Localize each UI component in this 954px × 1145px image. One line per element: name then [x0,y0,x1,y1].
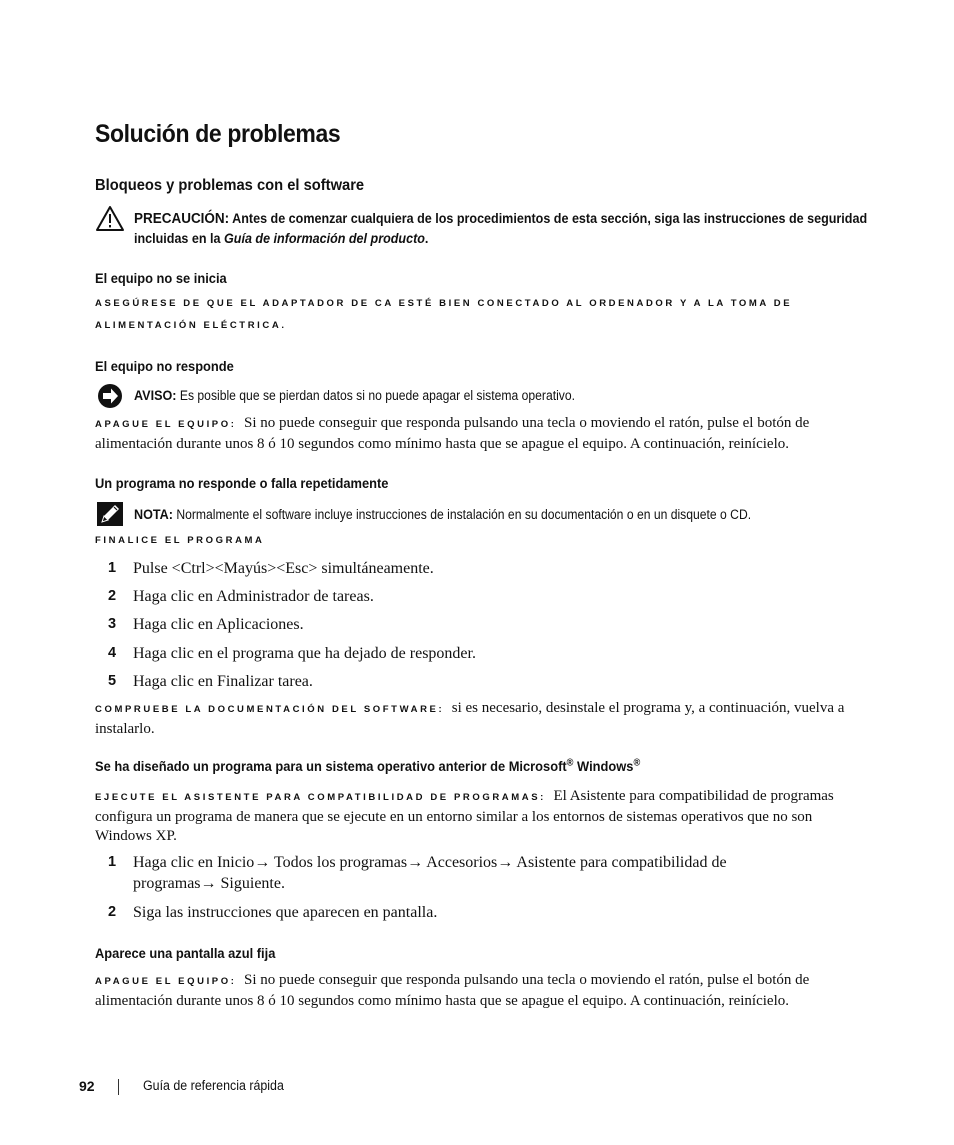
notice-text: Es posible que se pierdan datos si no puede apagar el sistema operativo. [179,388,576,403]
end-program-lead: FINALICE EL PROGRAMA [95,535,265,546]
ui-path-compat-wizard: Inicio→ Todos los programas→ Accesorios→ Asistente para compatibilidad de programas→ Siguiente [133,854,727,892]
shutdown-paragraph [95,414,857,454]
step-number: 4 [108,645,117,661]
blue-screen-paragraph [95,971,857,1011]
caution-label: PRECAUCIÓN: [134,211,230,227]
step-number: 2 [108,588,117,604]
compat-wizard-paragraph [95,787,857,847]
compat-wizard-text: El Asistente para compatibilidad de programas configura un programa de manera que se ejecute en un entorno similar a los entornos de sistemas operativos que no son Windows XP. [95,788,834,844]
note-box [134,505,751,524]
footer-separator [118,1079,119,1095]
no-start-instruction-line1: ASEGÚRESE DE QUE EL ADAPTADOR DE CA ESTÉ BIEN CONECTADO AL ORDENADOR Y A LA TOMA DE [95,298,793,309]
check-docs-lead: COMPRUEBE LA DOCUMENTACIÓN DEL SOFTWARE: [95,704,445,715]
shutdown-text: Si no puede conseguir que responda pulsando una tecla o moviendo el ratón, pulse el botón de alimentación durante unos 8 ó 10 segundos como mínimo hasta que se apague el equipo. A continuación, reinícielo. [95,415,810,452]
ui-label-end-task: Finalizar tarea [216,673,309,690]
heading-not-responding: El equipo no responde [95,358,234,374]
caution-text: Antes de comenzar cualquiera de los procedimientos de esta sección, siga las instrucciones de seguridad incluidas en la [134,211,868,246]
page-title: Solución de problemas [95,120,341,148]
note-label: NOTA: [134,506,173,522]
heading-program-not-responding: Un programa no responde o falla repetidamente [95,475,389,491]
step-text: Haga clic en Inicio→ Todos los programas→ Accesorios→ Asistente para compatibilidad de programas→ Siguiente. [133,854,727,892]
step-number: 1 [108,560,117,576]
check-docs-text: si es necesario, desinstale el programa y, a continuación, vuelva a instalarlo. [95,700,845,737]
heading-no-start: El equipo no se inicia [95,270,227,286]
footer-title: Guía de referencia rápida [143,1078,284,1093]
step-text: Pulse <Ctrl><Mayús><Esc> simultáneamente. [133,560,434,577]
note-icon [97,502,123,531]
step-text: Siga las instrucciones que aparecen en pantalla. [133,904,438,921]
blue-screen-lead: APAGUE EL EQUIPO: [95,976,237,987]
ui-label-applications: Aplicaciones [216,616,300,633]
blue-screen-text: Si no puede conseguir que responda pulsando una tecla o moviendo el ratón, pulse el botón de alimentación durante unos 8 ó 10 segundos como mínimo hasta que se apague el equipo. A continuación, reinícielo. [95,972,810,1009]
caution-end: . [424,231,429,246]
step-number: 3 [108,616,117,632]
step-number: 1 [108,854,117,870]
note-text: Normalmente el software incluye instrucciones de instalación en su documentación o en un disquete o CD. [176,507,752,522]
step-number: 5 [108,673,117,689]
notice-icon [97,383,123,414]
step-text: Haga clic en Aplicaciones. [133,616,304,633]
notice-note [134,386,575,405]
heading-old-os-program: Se ha diseñado un programa para un sistema operativo anterior de Microsoft® Windows® [95,757,641,774]
shutdown-lead: APAGUE EL EQUIPO: [95,419,237,430]
step-text: Haga clic en el programa que ha dejado de responder. [133,645,476,662]
step-text: Haga clic en Finalizar tarea. [133,673,313,690]
step-text: Haga clic en Administrador de tareas. [133,588,374,605]
caution-link: Guía de información del producto [224,231,425,246]
caution-note [134,209,887,248]
notice-label: AVISO: [134,387,177,403]
heading-blue-screen: Aparece una pantalla azul fija [95,945,276,961]
compat-wizard-lead: EJECUTE EL ASISTENTE PARA COMPATIBILIDAD DE PROGRAMAS: [95,792,546,803]
page-number: 92 [79,1078,95,1094]
no-start-instruction-line2: ALIMENTACIÓN ELÉCTRICA. [95,320,287,331]
step-number: 2 [108,904,117,920]
caution-icon [95,205,125,238]
check-docs-paragraph [95,699,857,739]
section-heading: Bloqueos y problemas con el software [95,177,365,194]
ui-label-task-manager: Administrador de tareas [216,588,370,605]
